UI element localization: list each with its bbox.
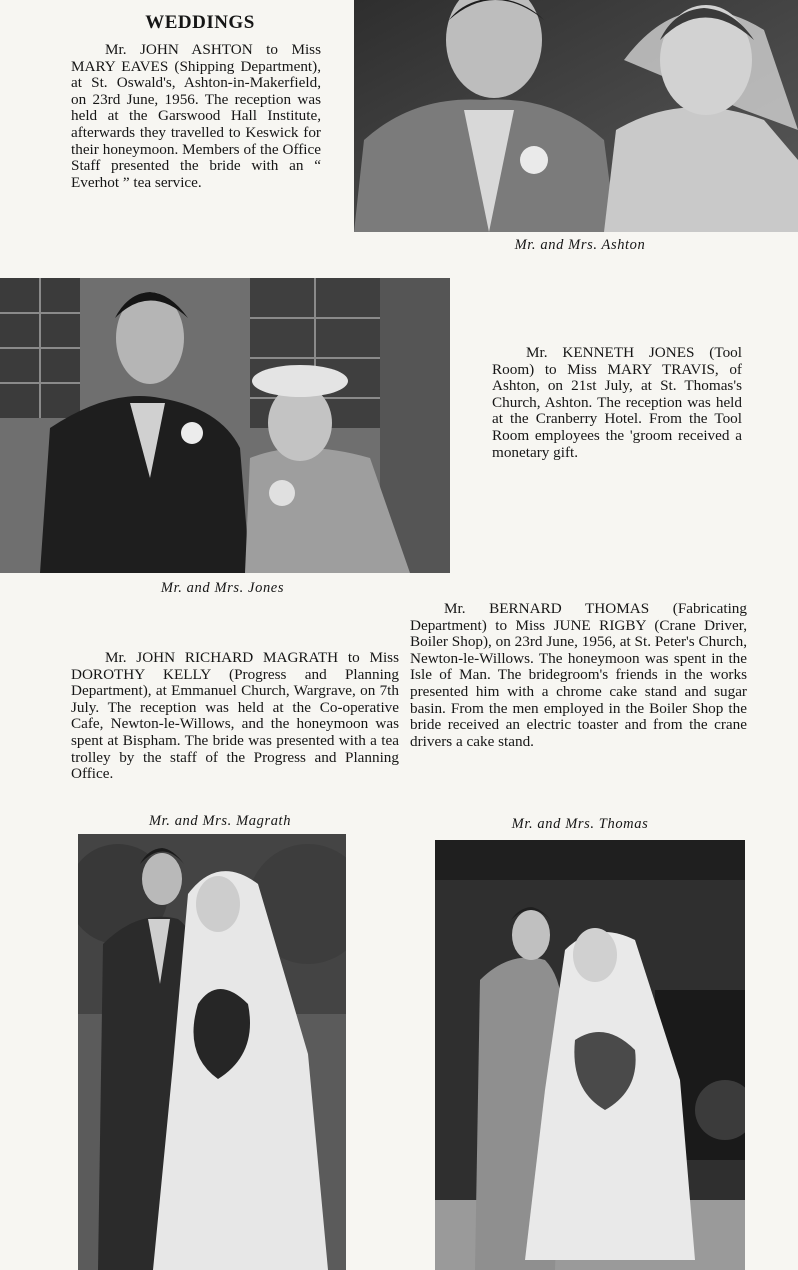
page-title: WEDDINGS — [145, 12, 255, 33]
thomas-wedding-photo — [435, 840, 745, 1270]
magrath-wedding-photo — [78, 834, 346, 1270]
thomas-article: Mr. BERNARD THOMAS (Fabricating Department) to Miss JUNE RIGBY (Crane Driver, Boiler Shop), on 23rd June, 1956, at St. Peter's Church, Newton-le-Willows. The honeymoon was spent in the Isle of Man. The bridegroom's friends in the works presented him with a chrome cake stand and sugar basin. From the men employed in the Boiler Shop the bride received an electric toaster and from the crane drivers a cake stand. — [410, 600, 747, 750]
jones-article: Mr. KENNETH JONES (Tool Room) to Miss MARY TRAVIS, of Ashton, on 21st July, at St. Thomas's Church, Ashton. The reception was held at the Cranberry Hotel. From the Tool Room employees the 'groom received a monetary gift. — [492, 344, 742, 461]
jones-wedding-photo — [0, 278, 450, 573]
ashton-wedding-photo — [354, 0, 798, 232]
jones-caption: Mr. and Mrs. Jones — [160, 580, 285, 596]
ashton-article: Mr. JOHN ASHTON to Miss MARY EAVES (Shipping Department), at St. Oswald's, Ashton-in-Makerfield, on 23rd June, 1956. The reception was held at the Garswood Hall Institute, afterwards they travelled to Keswick for their honeymoon. Members of the Office Staff presented the bride with an “ Everhot ” tea service. — [71, 41, 321, 191]
thomas-caption: Mr. and Mrs. Thomas — [511, 816, 649, 832]
magrath-caption: Mr. and Mrs. Magrath — [148, 813, 292, 829]
magrath-article: Mr. JOHN RICHARD MAGRATH to Miss DOROTHY KELLY (Progress and Planning Department), at Emmanuel Church, Wargrave, on 7th July. The reception was held at the Co-operative Cafe, Newton-le-Willows, and the honeymoon was spent at Bispham. The bride was presented with a tea trolley by the staff of the Progress and Planning Office. — [71, 649, 399, 783]
ashton-caption: Mr. and Mrs. Ashton — [514, 237, 646, 253]
